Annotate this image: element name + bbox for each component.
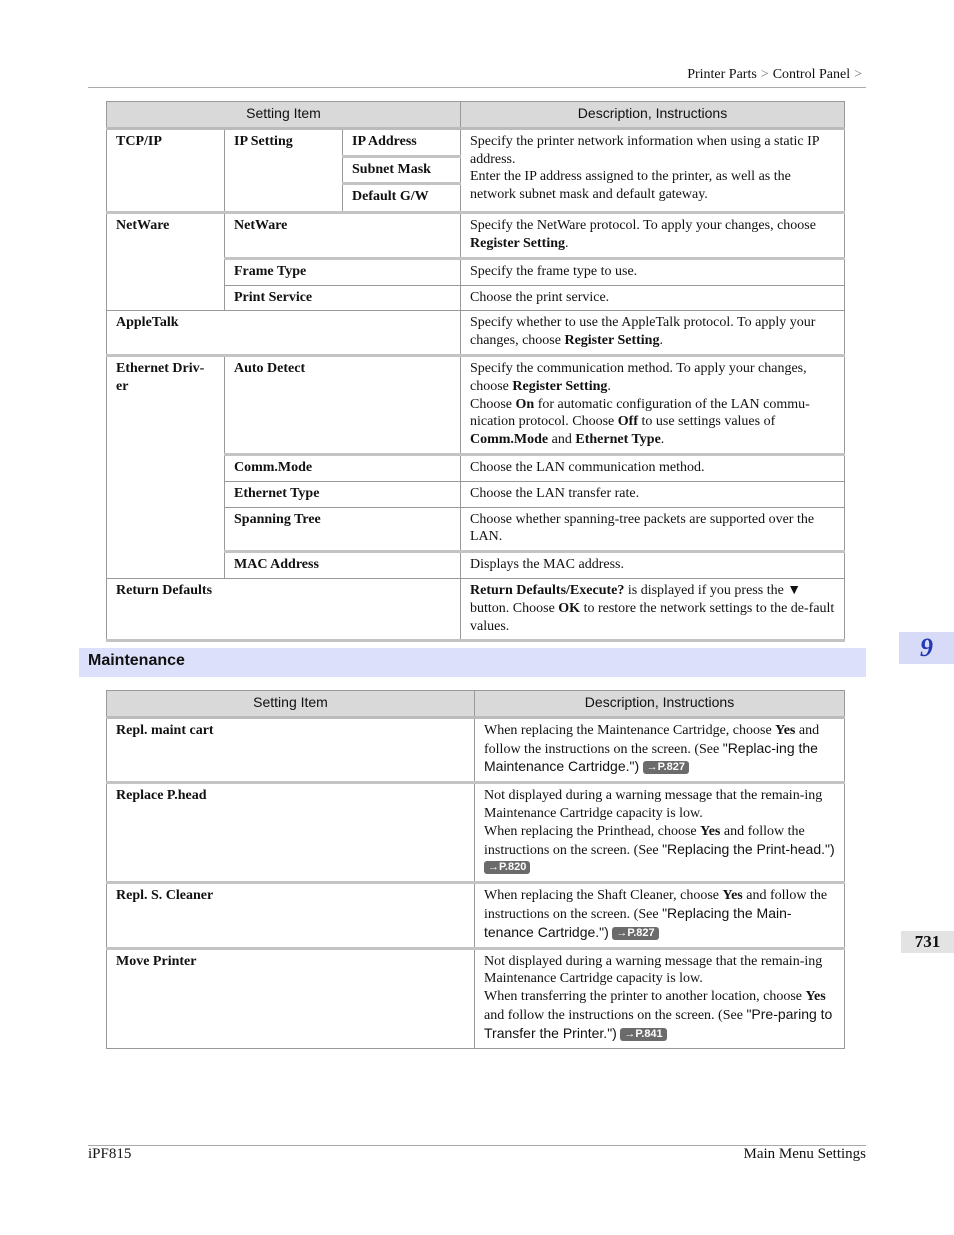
table-row xyxy=(107,883,845,948)
setting-subitem: Print Service xyxy=(225,285,461,311)
setting-description xyxy=(461,578,845,640)
column-header: Setting Item xyxy=(107,102,461,129)
network-settings-table xyxy=(106,101,845,642)
column-header: Setting Item xyxy=(107,691,475,718)
footer-model: iPF815 xyxy=(88,1146,132,1162)
description-text: and follow the instructions on the screen. (See xyxy=(484,888,828,922)
description-text: Specify the NetWare protocol. To apply your changes, choose xyxy=(470,218,816,234)
page-reference-badge[interactable]: →P.827 xyxy=(643,761,689,774)
setting-subitem: Auto Detect xyxy=(225,355,461,454)
setting-subitem: Spanning Tree xyxy=(225,507,461,552)
breadcrumb-item[interactable]: Control Panel xyxy=(772,67,851,82)
setting-description xyxy=(475,948,845,1048)
column-header: Description, Instructions xyxy=(475,691,845,718)
chapter-tab[interactable]: 9 xyxy=(899,632,954,664)
setting-item: Replace P.head xyxy=(107,783,475,883)
table-row xyxy=(107,783,845,883)
description-text: Not displayed during a warning message that the remain-ing Maintenance Cartridge capacity is low. xyxy=(484,953,823,987)
description-keyword: Register Setting xyxy=(512,378,608,394)
setting-item: Move Printer xyxy=(107,948,475,1048)
setting-description xyxy=(475,717,845,782)
description-text: . xyxy=(565,235,569,251)
description-text: Not displayed during a warning message that the remain-ing Maintenance Cartridge capacity is low. xyxy=(484,788,823,821)
setting-item: Repl. maint cart xyxy=(107,717,475,782)
setting-subitem: IP Setting xyxy=(225,128,343,212)
setting-description xyxy=(461,128,845,212)
description-text: When transferring the printer to another location, choose xyxy=(484,989,806,1005)
description-text: Enter the IP address assigned to the printer, as well as the network subnet mask and default gateway. xyxy=(470,169,791,203)
reference-link[interactable]: "Replacing the Print-head.") xyxy=(662,840,835,857)
page-number-tab: 731 xyxy=(901,931,954,953)
setting-description xyxy=(475,883,845,948)
setting-description xyxy=(461,213,845,259)
section-title: Maintenance xyxy=(88,652,185,669)
reference-link[interactable]: "Pre-paring to Transfer the Printer.") xyxy=(484,1005,833,1041)
setting-subitem: MAC Address xyxy=(225,552,461,579)
setting-leaf: Subnet Mask xyxy=(343,156,461,184)
breadcrumb xyxy=(687,67,866,83)
description-text: Specify the communication method. To apply your changes, choose xyxy=(470,360,807,394)
description-keyword: Return Defaults/Execute? xyxy=(470,582,625,598)
description-text: and follow the instructions on the screen. (See xyxy=(484,823,805,858)
description-keyword: Yes xyxy=(722,888,743,904)
setting-description: Choose whether spanning-tree packets are supported over the LAN. xyxy=(461,507,845,552)
header-divider xyxy=(88,87,866,88)
description-keyword: Yes xyxy=(700,823,721,839)
table-row xyxy=(107,578,845,640)
setting-subitem: Ethernet Type xyxy=(225,481,461,507)
description-text: to restore the network settings to the de-fault values. xyxy=(470,600,835,634)
setting-description xyxy=(475,783,845,883)
description-keyword: Yes xyxy=(805,989,826,1005)
breadcrumb-separator: > xyxy=(854,67,862,82)
page-reference-badge[interactable]: →P.841 xyxy=(620,1028,666,1041)
setting-item: Ethernet Driv-er xyxy=(107,355,225,578)
description-keyword: Comm.Mode xyxy=(470,432,549,448)
description-keyword: Yes xyxy=(775,722,796,738)
setting-description: Choose the LAN transfer rate. xyxy=(461,481,845,507)
setting-item: Repl. S. Cleaner xyxy=(107,883,475,948)
breadcrumb-separator: > xyxy=(760,67,769,82)
description-text: . xyxy=(659,333,663,349)
description-keyword: Register Setting xyxy=(564,333,660,349)
description-text: Choose xyxy=(470,396,516,412)
description-text: and follow the instructions on the screen. (See xyxy=(484,1007,747,1023)
setting-subitem: NetWare xyxy=(225,213,461,259)
reference-link[interactable]: "Replacing the Main-tenance Cartridge.") xyxy=(484,904,792,940)
page-reference-badge[interactable]: →P.827 xyxy=(612,927,658,940)
setting-description: Specify the frame type to use. xyxy=(461,258,845,285)
description-text: When replacing the Printhead, choose xyxy=(484,823,701,839)
setting-item: Return Defaults xyxy=(107,578,461,640)
description-keyword: Off xyxy=(617,414,638,430)
description-text: Specify the printer network information when using a static IP address. xyxy=(470,133,820,167)
description-text: for automatic configuration of the LAN commu-nication protocol. Choose xyxy=(470,396,810,430)
setting-description xyxy=(461,355,845,454)
section-heading-band xyxy=(79,648,866,677)
setting-description xyxy=(461,311,845,356)
setting-subitem: Frame Type xyxy=(225,258,461,285)
table-row xyxy=(107,311,845,356)
column-header: Description, Instructions xyxy=(461,102,845,129)
table-header-row xyxy=(107,102,845,129)
description-text: . xyxy=(660,432,665,448)
description-text: is displayed if you press the ▼ button. Choose xyxy=(470,582,802,616)
table-row xyxy=(107,948,845,1048)
setting-item: NetWare xyxy=(107,213,225,311)
reference-link[interactable]: "Replac-ing the Maintenance Cartridge.") xyxy=(484,739,818,775)
table-row xyxy=(107,355,845,454)
description-text: . xyxy=(607,378,611,394)
description-keyword: On xyxy=(515,396,535,412)
page-reference-badge[interactable]: →P.820 xyxy=(484,861,530,874)
table-row xyxy=(107,128,845,156)
setting-description: Choose the print service. xyxy=(461,285,845,311)
description-text: When replacing the Shaft Cleaner, choose xyxy=(484,888,723,904)
setting-leaf: Default G/W xyxy=(343,184,461,213)
setting-description: Displays the MAC address. xyxy=(461,552,845,579)
description-text: Specify whether to use the AppleTalk protocol. To apply your changes, choose xyxy=(470,315,816,349)
table-row xyxy=(107,717,845,782)
description-text: When replacing the Maintenance Cartridge, choose xyxy=(484,722,776,738)
description-keyword: Register Setting xyxy=(470,235,565,251)
breadcrumb-item[interactable]: Printer Parts xyxy=(687,67,757,82)
description-text: and xyxy=(548,432,576,448)
maintenance-table xyxy=(106,690,845,1049)
table-row xyxy=(107,213,845,259)
description-keyword: Ethernet Type xyxy=(575,432,661,448)
description-text: to use settings values of xyxy=(637,414,776,430)
setting-description: Choose the LAN communication method. xyxy=(461,454,845,481)
table-header-row xyxy=(107,691,845,718)
setting-item: TCP/IP xyxy=(107,128,225,212)
description-text: and follow the instructions on the screen. (See xyxy=(484,722,820,757)
setting-subitem: Comm.Mode xyxy=(225,454,461,481)
footer-section: Main Menu Settings xyxy=(743,1146,866,1162)
setting-leaf: IP Address xyxy=(343,128,461,156)
setting-item: AppleTalk xyxy=(107,311,461,356)
description-keyword: OK xyxy=(558,600,581,616)
